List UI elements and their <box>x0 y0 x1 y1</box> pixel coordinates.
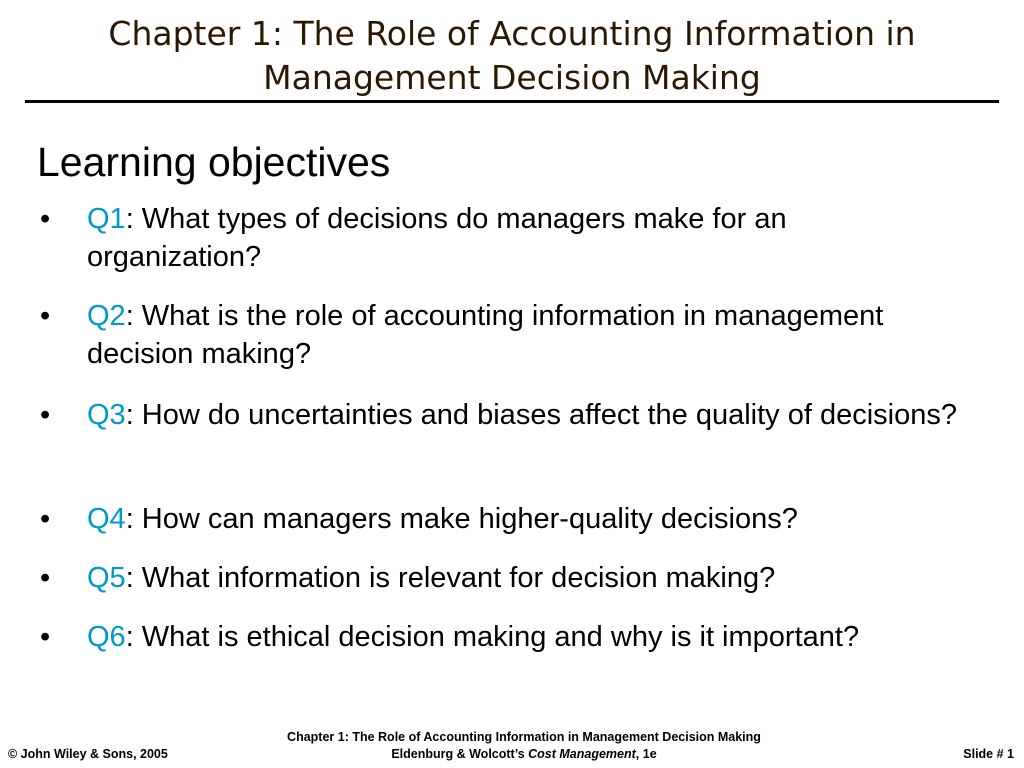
footer-source <box>200 729 848 763</box>
bullet-icon: • <box>40 399 51 431</box>
footer-book-suffix: , 1e <box>635 747 657 761</box>
bullet-icon: • <box>40 503 51 535</box>
objective-text <box>87 396 957 434</box>
slide-title: Chapter 1: The Role of Accounting Information in Management Decision Making <box>108 14 916 97</box>
objective-item <box>40 200 970 276</box>
objective-label: Q6 <box>87 621 126 653</box>
objective-question: : What is ethical decision making and why is it important? <box>125 621 860 653</box>
footer-slide-number: Slide # 1 <box>963 747 1014 761</box>
objective-label: Q3 <box>87 399 126 431</box>
objective-text <box>87 618 957 656</box>
objective-label: Q2 <box>87 300 126 332</box>
bullet-icon: • <box>40 203 51 235</box>
objective-label: Q1 <box>87 203 126 235</box>
objective-text <box>87 559 957 597</box>
objective-question: : How do uncertainties and biases affect the quality of decisions? <box>125 399 957 431</box>
bullet-icon: • <box>40 621 51 653</box>
objective-item <box>40 500 970 538</box>
section-heading: Learning objectives <box>37 139 391 185</box>
objective-item <box>40 618 970 656</box>
objective-item <box>40 297 970 373</box>
footer-book-title: Cost Management <box>528 747 636 761</box>
footer-copyright: © John Wiley & Sons, 2005 <box>8 747 168 761</box>
objective-text <box>87 200 957 276</box>
objective-text <box>87 500 957 538</box>
title-divider <box>25 100 999 103</box>
footer-book-line <box>200 746 848 763</box>
objective-label: Q5 <box>87 562 126 594</box>
footer-chapter-line: Chapter 1: The Role of Accounting Information in Management Decision Making <box>287 730 761 744</box>
bullet-icon: • <box>40 300 51 332</box>
objective-label: Q4 <box>87 503 126 535</box>
objective-question: : What types of decisions do managers make for an organization? <box>87 203 787 273</box>
objective-question: : What is the role of accounting information in management decision making? <box>87 300 884 370</box>
objective-question: : How can managers make higher-quality decisions? <box>125 503 798 535</box>
objective-question: : What information is relevant for decision making? <box>125 562 776 594</box>
footer-book-prefix: Eldenburg & Wolcott’s <box>391 747 529 761</box>
bullet-icon: • <box>40 562 51 594</box>
objective-item <box>40 559 970 597</box>
objective-text <box>87 297 957 373</box>
objective-item <box>40 396 970 434</box>
